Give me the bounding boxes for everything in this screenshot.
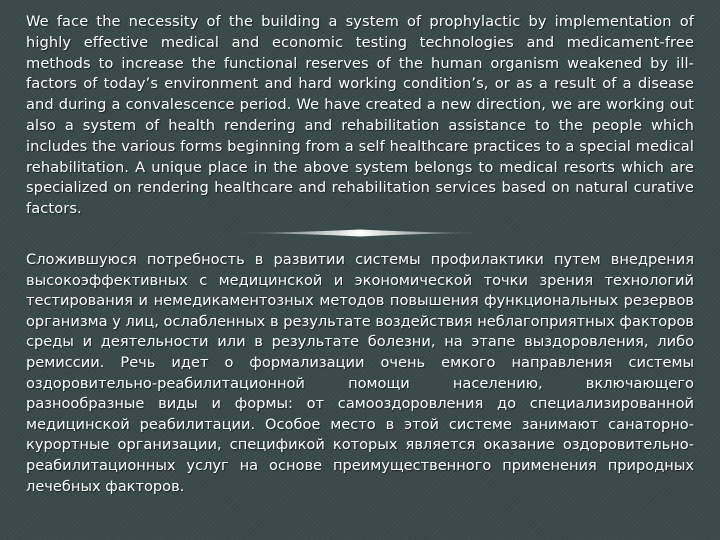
slide-content — [26, 12, 694, 532]
english-paragraph: We face the necessity of the building a system of prophylactic by implementation of highly effective medical and economic testing technologies and medicament-free methods to increase the functional reserves of the human organism weakened by ill-factors of today’s environment and hard working condition’s, or as a result of a disease and during a convalescence period. We have created a new direction, we are working out also a system of health rendering and rehabilitation assistance to the people which includes the various forms beginning from a self healthcare practices to a special medical rehabilitation. A unique place in the above system belongs to medical resorts which are specialized on rendering healthcare and rehabilitation services based on natural curative factors. — [26, 13, 694, 218]
ornamental-divider — [235, 228, 485, 238]
russian-paragraph: Сложившуюся потребность в развитии системы профилактики путем внедрения высокоэффективных с медицинской и экономической точки зрения технологий тестирования и немедикаментозных методов повышения функциональных резервов организма у лиц, ослабленных в результате воздействия неблагоприятных факторов среды и деятельности или в результате болезни, на этапе выздоровления, либо ремиссии. Речь идет о формализации очень емкого направления системы оздоровительно-реабилитационной помощи населению, включающего разнообразные виды и формы: от самооздоровления до специализированной медицинской реабилитации. Особое место в этой системе занимают санаторно-курортные организации, спецификой которых является оказание оздоровительно-реабилитационных услуг на основе преимущественного применения природных лечебных факторов. — [26, 250, 694, 495]
